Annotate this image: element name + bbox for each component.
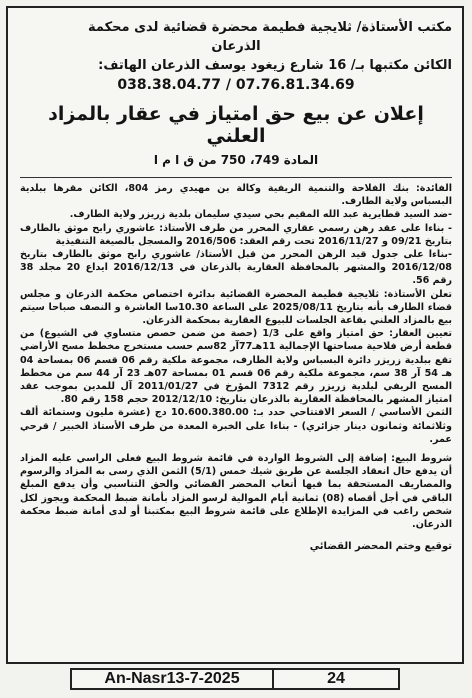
office-phones: 038.38.04.77 / 07.76.81.34.69 [117,77,355,93]
newspaper-reference: An-Nasr13-7-2025 [70,668,274,690]
divider [20,177,452,178]
page-footer [6,668,464,692]
office-name: مكتب الأستاذة/ ثلايجية فطيمة محضرة قضائية لدى محكمة [88,20,452,35]
announcement-content [20,18,452,552]
paragraph-sale-notice: تعلن الأستاذة: ثلايجية فطيمة المحضرة القضائية بدائرة اختصاص محكمة الذرعان و مجلس قضاء الطارف بأنه بتاريخ 2025/08/11 على الساعة 10.30سا العاشرة و النصف صباحا سيتم بيع بالمزاد العلني بقاعة الجلسات للبيوع العقارية بمحكمة الذرعان. [20,288,452,327]
paragraph-mortgage-register: -بناءا على جدول قيد الرهن المحرر من قبل الأستاذ/ عاشوري رابح موثق بالطارف بتاريخ 2016/12/08 والمشهر بالمحافظة العقارية بالذرعان في 2016/12/13 ايداع 20 مجلد 38 رقم 56. [20,249,452,287]
office-header [20,18,452,75]
signature-line: توقيع وختم المحضر القضائي [309,541,452,553]
paragraph-property: تعيين العقار: حق امتياز واقع على 1/3 (حصة من ضمن حصص متساوي في الشيوع) من قطعة أرض فلاحية مساحتها الإجمالية 11هـ77آر 82سم حسب مستخرج مخطط مسح الأراضي تقع ببلدية زريزر دائرة البسباس ولاية الطارف، مجموعة ملكية رقم 06 قسم 06 بمساحة 04 هـ 54 آر 38 سم، مجموعة ملكية رقم 06 قسم 01 بمساحة 07هـ 23 آر 44 سم من مخطط المسح الريفي لبلدية زريزر رقم 7312 المؤرخ في 2011/01/27 آل للمدين بموجب عقد امتياز المشهر بالمحافظة العقارية بالذرعان بتاريخ: 2012/12/10 حجم 158 رقم 80. [20,328,453,406]
announcement-frame [6,6,464,664]
legal-article: المادة 749، 750 من ق ا م ا [153,153,319,167]
paragraph-mortgage-deed: - بناءا على عقد رهن رسمي عقاري المحرر من طرف الأستاذ: عاشوري رابح موثق بالطارف بتاريخ 09/21 و 2016/11/27 تحت رقم العقد: 2016/506 والمسجل بالصيغة التنفيذية [20,222,452,247]
paragraph-plaintiff: الفائدة: بنك الفلاحة والتنمية الريفية وكالة بن مهيدي رمز 804، الكائن مقرها ببلدية البسباس ولاية الطارف. [20,183,453,208]
paragraph-sale-conditions: شروط البيع: إضافة إلى الشروط الواردة في قائمة شروط البيع فعلى الراسي عليه المزاد أن يدفع حال انعقاد الجلسة عن طريق شيك خمس (5/1) الثمن الذي رسى به المزاد والرسوم والمصاريف المستحقة بما فيها أتعاب المحضر القضائي والحق التناسبي وأن يدفع المبلغ الباقي في أجل أقصاه (08) ثمانية أيام الموالية لرسو المزاد بأمانة ضبط المحكمة ويجوز لكل شخص راغب في المزايدة الإطلاع على قائمة شروط البيع بمكتبنا أو لدى أمانة ضبط محكمة الذرعان. [20,453,452,531]
paragraph-base-price: الثمن الأساسي / السعر الافتتاحي حدد بـ: 10.600.380.00 دج (عشرة مليون وستمائة ألف وثلاثمائة وثمانون دينار جزائري) - بناءا على الخبرة المعدة من طرف الأستاذ الخبير / قرحي عمر. [20,407,452,445]
paragraph-defendant: -ضد السيد قطايرية عبد الله المقيم بحي سيدي سليمان بلدية زريزر ولاية الطارف. [69,209,452,221]
office-city: الذرعان [211,39,261,54]
announcement-title: إعلان عن بيع حق امتياز في عقار بالمزاد العلني [48,103,424,147]
page-number: 24 [274,668,400,690]
office-address: الكائن مكتبها بـ/ 16 شارع زيغود يوسف الذرعان الهاتف: [98,58,452,73]
